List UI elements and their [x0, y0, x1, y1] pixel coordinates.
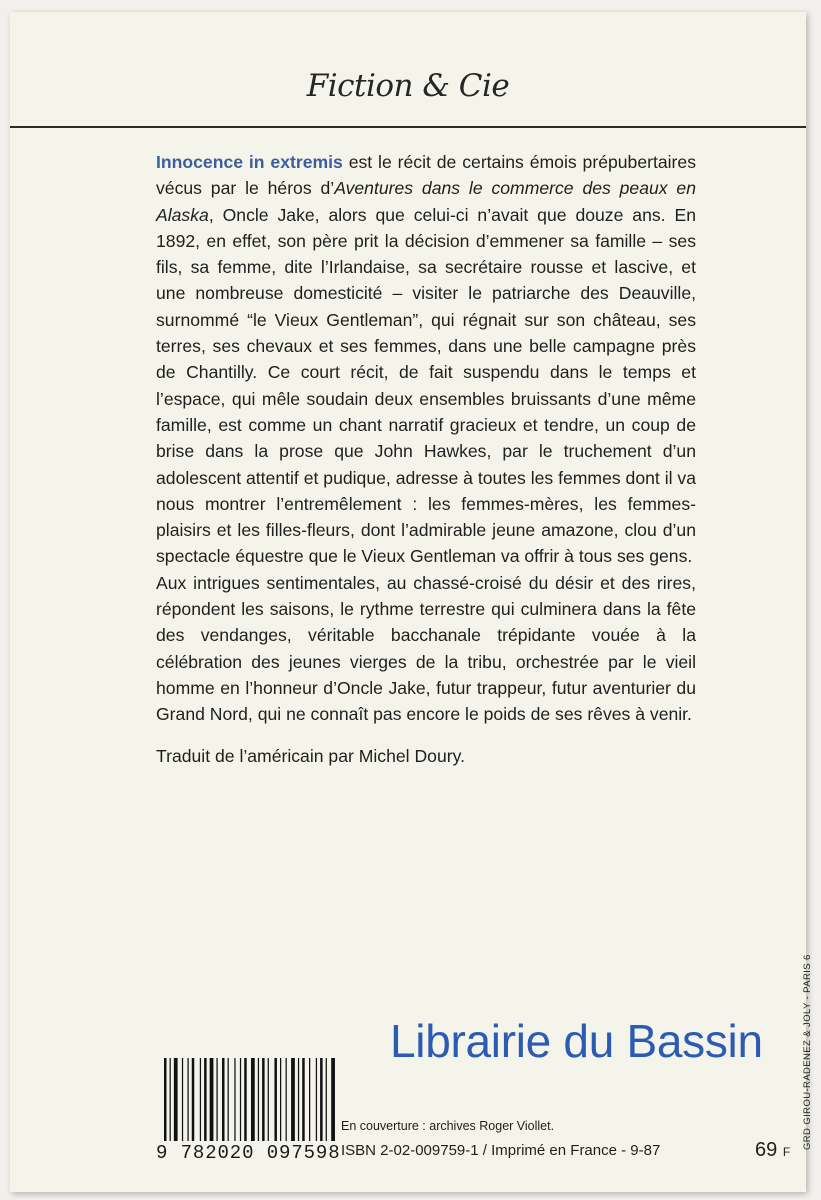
barcode-bar — [268, 1058, 269, 1141]
price — [755, 1139, 790, 1162]
barcode-bar — [262, 1058, 265, 1141]
printer-credit: GRD GIROU-RADENEZ & JOLY - PARIS 6 — [802, 954, 813, 1150]
book-back-cover — [10, 12, 813, 1192]
blurb-text — [156, 149, 696, 728]
translator-credit: Traduit de l’américain par Michel Doury. — [156, 746, 465, 766]
barcode-bar — [200, 1058, 201, 1141]
barcode-bar — [320, 1058, 323, 1141]
blurb-paragraph-2: Aux intrigues sentimentales, au chassé-croisé du désir et des rires, répondent les saisons, le rythme terrestre qui culminera dans la fête des vendanges, véritable bacchanale trépidante vouée à la célébration des jeunes vierges de la tribu, orchestrée par le vieil homme en l’honneur d’Oncle Jake, futur trappeur, futur aventurier du Grand Nord, qui ne connaît pas encore le poids de ses rêves à venir. — [156, 572, 696, 725]
barcode-bar — [316, 1058, 317, 1141]
barcode-bar — [240, 1058, 241, 1141]
barcode-bar — [291, 1058, 295, 1141]
barcode-bar — [228, 1058, 229, 1141]
barcode-bar — [274, 1058, 277, 1141]
bookseller-watermark: Librairie du Bassin — [390, 1015, 763, 1067]
barcode-bar — [331, 1058, 335, 1141]
isbn-line: ISBN 2-02-009759-1 / Imprimé en France - 9-87 — [341, 1142, 661, 1159]
barcode-bar — [164, 1058, 167, 1141]
barcode-bar — [204, 1058, 207, 1141]
blurb-paragraph-1 — [156, 149, 696, 570]
barcode-bar — [216, 1058, 217, 1141]
series-title: Fiction & Cie — [306, 68, 510, 104]
barcode-bar — [251, 1058, 255, 1141]
barcode-bar — [234, 1058, 235, 1141]
barcode-bar — [309, 1058, 310, 1141]
barcode-bar — [174, 1058, 178, 1141]
header-divider — [10, 126, 806, 128]
blurb-text-part1: est le récit de certains émois prépubertaires vécus par le héros d’ — [156, 152, 696, 199]
barcode-bar — [222, 1058, 225, 1141]
barcode-digits: 9 782020 097598 — [156, 1142, 341, 1164]
book-title: Innocence in extremis — [156, 152, 343, 172]
barcode-bar — [280, 1058, 281, 1141]
barcode-bar — [258, 1058, 259, 1141]
barcode-bar — [192, 1058, 195, 1141]
barcode-bar — [182, 1058, 183, 1141]
barcode-bar — [286, 1058, 287, 1141]
barcode-bar — [298, 1058, 299, 1141]
price-unit: F — [782, 1145, 791, 1159]
barcode-bar — [187, 1058, 188, 1141]
barcode-bar — [244, 1058, 247, 1141]
barcode-bar — [170, 1058, 171, 1141]
barcode — [164, 1058, 336, 1141]
earlier-work-title: Aventures dans le commerce des peaux en Alaska — [156, 178, 697, 225]
barcode-bar — [210, 1058, 214, 1141]
barcode-bar — [326, 1058, 327, 1141]
cover-credit: En couverture : archives Roger Viollet. — [341, 1119, 555, 1133]
barcode-bar — [302, 1058, 305, 1141]
price-value: 69 — [755, 1139, 778, 1161]
blurb-text-part2: , Oncle Jake, alors que celui-ci n’avait que douze ans. En 1892, en effet, son père prit la décision d’emmener sa famille – ses fils, sa femme, dite l’Irlandaise, sa secrétaire rousse et lascive, et une nombreuse domesticité – visiter le patriarche des Deauville, surnommé “le Vieux Gentleman”, qui régnait sur son château, ses terres, ses chevaux et ses femmes, dans une belle campagne près de Chantilly. Ce court récit, de fait suspendu dans le temps et l’espace, qui mêle soudain deux ensembles bruissants d’une même famille, est comme un chant narratif gracieux et tendre, un coup de brise dans la prose que John Hawkes, par le truchement d’un adolescent attentif et pudique, adresse à toutes les femmes dont il va nous montrer l’entremêlement : les femmes-mères, les femmes-plaisirs et les filles-fleurs, dont l’admirable jeune amazone, clou d’un spectacle équestre que le Vieux Gentleman va offrir à tous ses gens. — [156, 204, 696, 567]
